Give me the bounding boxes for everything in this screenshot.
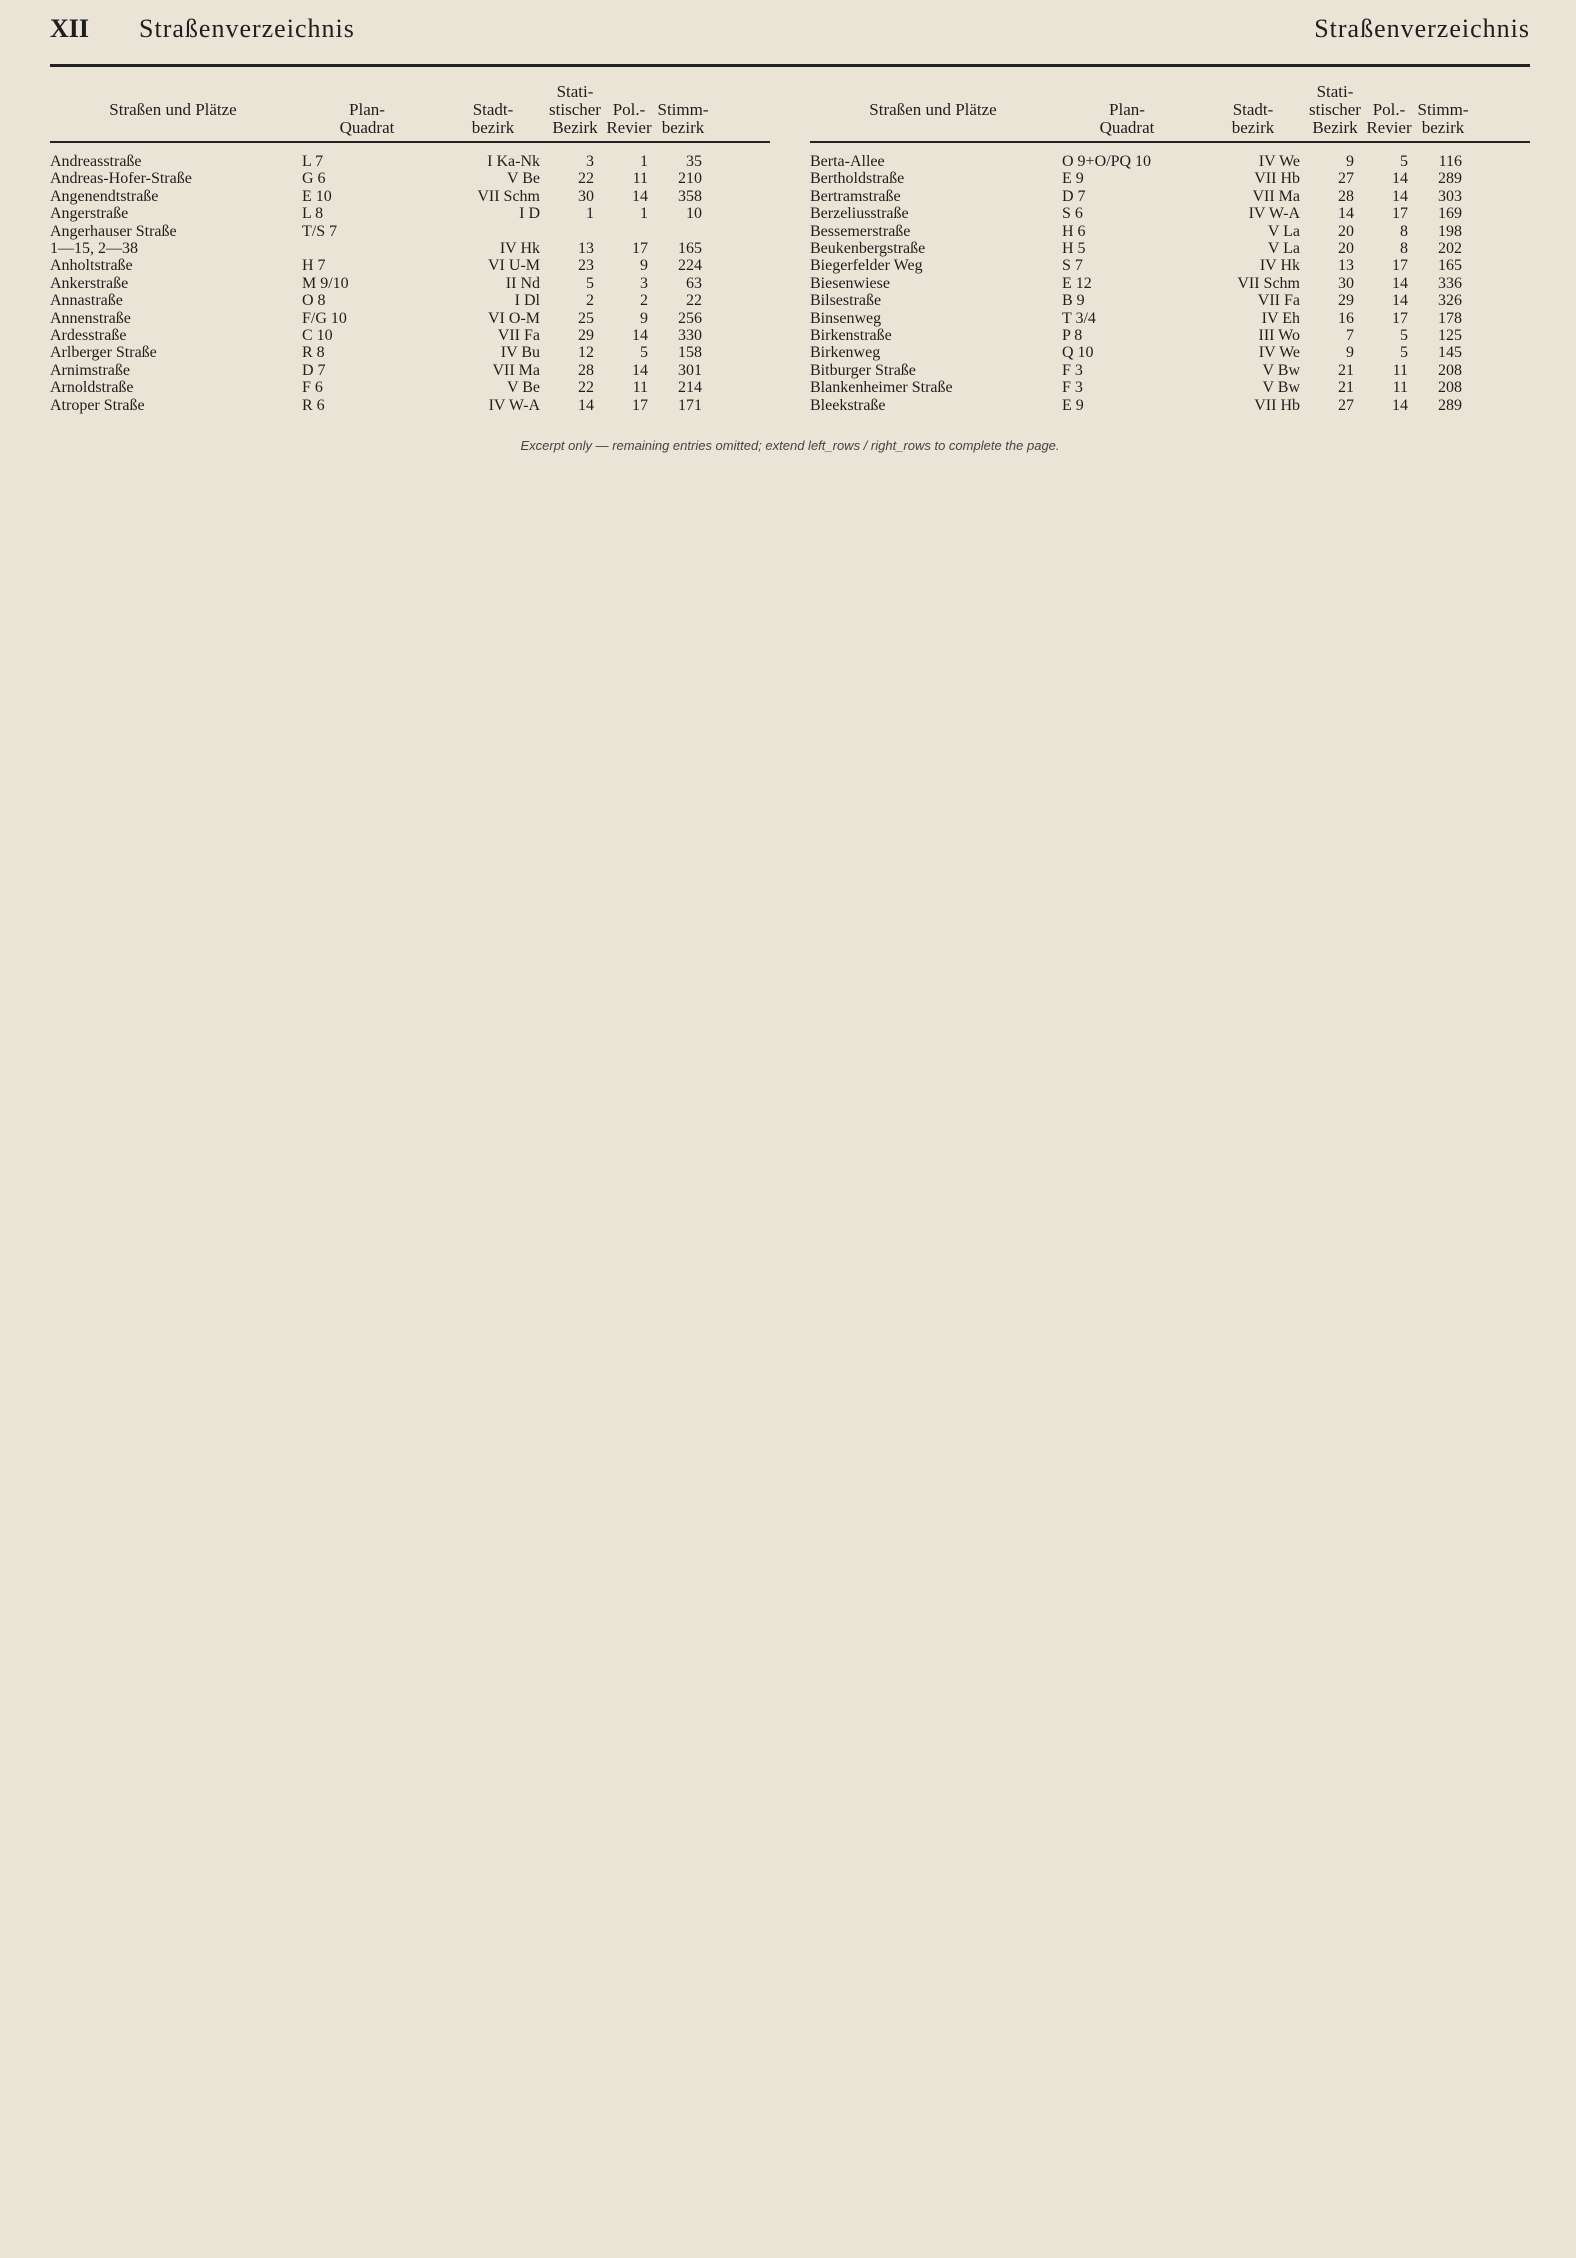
plan-quadrat-cell: B 9: [1062, 292, 1085, 310]
street-name-cell: Andreasstraße: [50, 153, 142, 170]
stadtbezirk-cell: V Bw: [1262, 379, 1300, 397]
page-header: [50, 14, 1530, 60]
header-plan: Plan- Quadrat: [1099, 100, 1155, 137]
stimmbezirk-cell: 145: [1438, 344, 1462, 362]
stimmbezirk-cell: 165: [678, 240, 702, 258]
plan-quadrat-cell: T 3/4: [1062, 309, 1096, 327]
stadtbezirk-cell: IV Bu: [500, 344, 540, 362]
stimmbezirk-cell: 169: [1438, 205, 1462, 223]
street-name-cell: Atroper Straße: [50, 396, 145, 414]
table-row: [50, 327, 770, 344]
stat-bezirk-cell: 20: [1338, 222, 1354, 240]
pol-revier-cell: 17: [632, 396, 648, 414]
street-name-cell: Bitburger Straße: [810, 361, 916, 379]
stadtbezirk-cell: I D: [519, 205, 540, 223]
stat-bezirk-cell: 30: [1338, 274, 1354, 292]
pol-revier-cell: 17: [632, 240, 648, 258]
stat-bezirk-cell: 5: [586, 274, 594, 292]
stadtbezirk-cell: V La: [1267, 240, 1300, 258]
header-stat-bezirk: Stati- stischer Bezirk: [1309, 82, 1361, 137]
stat-bezirk-cell: 29: [578, 327, 594, 345]
stimmbezirk-cell: 303: [1438, 187, 1462, 205]
plan-quadrat-cell: E 9: [1062, 170, 1084, 188]
stadtbezirk-cell: II Nd: [505, 274, 540, 292]
street-name-cell: Arnimstraße: [50, 361, 130, 379]
stimmbezirk-cell: 358: [678, 187, 702, 205]
stadtbezirk-cell: IV W-A: [488, 396, 540, 414]
left-table-body: [50, 153, 770, 414]
stimmbezirk-cell: 35: [686, 153, 702, 170]
stadtbezirk-cell: III Wo: [1258, 327, 1300, 345]
street-name-cell: Bleekstraße: [810, 396, 886, 414]
plan-quadrat-cell: L 8: [302, 205, 324, 223]
plan-quadrat-cell: S 6: [1062, 205, 1083, 223]
stimmbezirk-cell: 224: [678, 257, 702, 275]
pol-revier-cell: 8: [1400, 240, 1408, 258]
stimmbezirk-cell: 10: [686, 205, 702, 223]
stimmbezirk-cell: 171: [678, 396, 702, 414]
street-name-cell: Arlberger Straße: [50, 344, 157, 362]
pol-revier-cell: 5: [1400, 327, 1408, 345]
stimmbezirk-cell: 22: [686, 292, 702, 310]
pol-revier-cell: 8: [1400, 222, 1408, 240]
left-column: [50, 83, 770, 414]
page-number: XII: [50, 14, 90, 43]
stadtbezirk-cell: IV Hk: [1259, 257, 1300, 275]
street-name-cell: Ardesstraße: [50, 327, 127, 345]
pol-revier-cell: 14: [632, 361, 648, 379]
table-row: [810, 379, 1530, 396]
plan-quadrat-cell: D 7: [302, 361, 326, 379]
stimmbezirk-cell: 301: [678, 361, 702, 379]
table-row: [810, 397, 1530, 414]
stadtbezirk-cell: VI U-M: [488, 257, 540, 275]
plan-quadrat-cell: O 8: [302, 292, 326, 310]
table-row: [50, 240, 770, 257]
table-row: [810, 362, 1530, 379]
stat-bezirk-cell: 22: [578, 379, 594, 397]
plan-quadrat-cell: T/S 7: [302, 222, 338, 240]
table-row: [50, 344, 770, 361]
stat-bezirk-cell: 14: [1338, 205, 1354, 223]
stimmbezirk-cell: 326: [1438, 292, 1462, 310]
street-name-cell: Berta-Allee: [810, 153, 885, 170]
stat-bezirk-cell: 21: [1338, 361, 1354, 379]
pol-revier-cell: 3: [640, 274, 648, 292]
plan-quadrat-cell: H 6: [1062, 222, 1086, 240]
stat-bezirk-cell: 28: [1338, 187, 1354, 205]
stat-bezirk-cell: 22: [578, 170, 594, 188]
table-row: [810, 240, 1530, 257]
street-name-cell: Anholtstraße: [50, 257, 133, 275]
plan-quadrat-cell: R 8: [302, 344, 325, 362]
plan-quadrat-cell: F 6: [302, 379, 323, 397]
table-row: [810, 153, 1530, 170]
stat-bezirk-cell: 14: [578, 396, 594, 414]
plan-quadrat-cell: E 9: [1062, 396, 1084, 414]
header-pol-revier: Pol.- Revier: [1366, 100, 1412, 137]
table-row: [50, 153, 770, 170]
street-name-cell: Arnoldstraße: [50, 379, 134, 397]
header-stat-bezirk: Stati- stischer Bezirk: [549, 82, 601, 137]
pol-revier-cell: 11: [1392, 361, 1408, 379]
stimmbezirk-cell: 330: [678, 327, 702, 345]
stadtbezirk-cell: VII Schm: [477, 187, 540, 205]
pol-revier-cell: 1: [640, 205, 648, 223]
stat-bezirk-cell: 25: [578, 309, 594, 327]
table-row: [810, 327, 1530, 344]
stadtbezirk-cell: VII Hb: [1254, 396, 1300, 414]
stimmbezirk-cell: 214: [678, 379, 702, 397]
stat-bezirk-cell: 13: [1338, 257, 1354, 275]
stimmbezirk-cell: 210: [678, 170, 702, 188]
street-name-cell: Ankerstraße: [50, 274, 129, 292]
pol-revier-cell: 5: [1400, 153, 1408, 170]
street-name-cell: Bilsestraße: [810, 292, 882, 310]
running-title-left: Straßenverzeichnis: [139, 14, 355, 43]
stimmbezirk-cell: 208: [1438, 379, 1462, 397]
stimmbezirk-cell: 289: [1438, 170, 1462, 188]
stimmbezirk-cell: 208: [1438, 361, 1462, 379]
stimmbezirk-cell: 158: [678, 344, 702, 362]
stimmbezirk-cell: 202: [1438, 240, 1462, 258]
pol-revier-cell: 14: [632, 327, 648, 345]
table-row: [810, 257, 1530, 274]
street-name-cell: Angenendtstraße: [50, 187, 159, 205]
stadtbezirk-cell: IV Hk: [499, 240, 540, 258]
stadtbezirk-cell: IV We: [1258, 153, 1300, 170]
stimmbezirk-cell: 116: [1438, 153, 1462, 170]
street-name-cell: Andreas-Hofer-Straße: [50, 170, 192, 188]
pol-revier-cell: 9: [640, 309, 648, 327]
stimmbezirk-cell: 125: [1438, 327, 1462, 345]
street-name-cell: Annastraße: [50, 292, 123, 310]
stat-bezirk-cell: 13: [578, 240, 594, 258]
pol-revier-cell: 11: [632, 379, 648, 397]
stadtbezirk-cell: VII Fa: [497, 327, 540, 345]
pol-revier-cell: 17: [1392, 205, 1408, 223]
street-name-cell: Bertholdstraße: [810, 170, 905, 188]
table-row: [50, 310, 770, 327]
pol-revier-cell: 2: [640, 292, 648, 310]
stimmbezirk-cell: 165: [1438, 257, 1462, 275]
right-column: [810, 83, 1530, 414]
stat-bezirk-cell: 28: [578, 361, 594, 379]
plan-quadrat-cell: D 7: [1062, 187, 1086, 205]
pol-revier-cell: 14: [632, 187, 648, 205]
pol-revier-cell: 5: [640, 344, 648, 362]
header-stadtbezirk: Stadt- bezirk: [1231, 100, 1275, 137]
header-streets: Straßen und Plätze: [109, 100, 237, 119]
stadtbezirk-cell: V Be: [506, 379, 540, 397]
plan-quadrat-cell: M 9/10: [302, 274, 349, 292]
pol-revier-cell: 14: [1392, 187, 1408, 205]
header-stadtbezirk: Stadt- bezirk: [471, 100, 515, 137]
street-name-cell: 1—15, 2—38: [50, 240, 138, 258]
pol-revier-cell: 11: [1392, 379, 1408, 397]
excerpt-note: Excerpt only — remaining entries omitted; extend left_rows / right_rows to complete the page.: [520, 438, 1060, 454]
street-name-cell: Bessemerstraße: [810, 222, 911, 240]
plan-quadrat-cell: F 3: [1062, 361, 1083, 379]
table-row: [810, 223, 1530, 240]
stat-bezirk-cell: 3: [586, 153, 594, 170]
plan-quadrat-cell: C 10: [302, 327, 333, 345]
table-row: [50, 362, 770, 379]
stat-bezirk-cell: 16: [1338, 309, 1354, 327]
table-row: [50, 397, 770, 414]
stimmbezirk-cell: 336: [1438, 274, 1462, 292]
pol-revier-cell: 11: [632, 170, 648, 188]
plan-quadrat-cell: H 7: [302, 257, 326, 275]
stimmbezirk-cell: 289: [1438, 396, 1462, 414]
street-name-cell: Birkenweg: [810, 344, 881, 362]
table-row: [50, 292, 770, 309]
header-rule: [50, 64, 1530, 67]
stadtbezirk-cell: VII Fa: [1257, 292, 1300, 310]
header-plan: Plan- Quadrat: [339, 100, 395, 137]
header-stimmbezirk: Stimm- bezirk: [657, 100, 709, 137]
column-headers: [50, 83, 770, 143]
table-row: [50, 170, 770, 187]
street-name-cell: Berzeliusstraße: [810, 205, 909, 223]
header-streets: Straßen und Plätze: [869, 100, 997, 119]
header-stimmbezirk: Stimm- bezirk: [1417, 100, 1469, 137]
running-title-right: Straßenverzeichnis: [1314, 14, 1530, 43]
plan-quadrat-cell: O 9+O/PQ 10: [1062, 153, 1152, 170]
stadtbezirk-cell: IV W-A: [1248, 205, 1300, 223]
pol-revier-cell: 9: [640, 257, 648, 275]
table-row: [810, 170, 1530, 187]
plan-quadrat-cell: Q 10: [1062, 344, 1094, 362]
plan-quadrat-cell: R 6: [302, 396, 325, 414]
stimmbezirk-cell: 63: [686, 274, 702, 292]
table-row: [50, 188, 770, 205]
street-name-cell: Angerhauser Straße: [50, 222, 177, 240]
stat-bezirk-cell: 23: [578, 257, 594, 275]
pol-revier-cell: 14: [1392, 170, 1408, 188]
table-row: [810, 275, 1530, 292]
street-name-cell: Blankenheimer Straße: [810, 379, 953, 397]
plan-quadrat-cell: G 6: [302, 170, 326, 188]
stat-bezirk-cell: 7: [1346, 327, 1354, 345]
street-name-cell: Beukenbergstraße: [810, 240, 926, 258]
plan-quadrat-cell: E 10: [302, 187, 332, 205]
stadtbezirk-cell: V Be: [506, 170, 540, 188]
stadtbezirk-cell: V Bw: [1262, 361, 1300, 379]
pol-revier-cell: 17: [1392, 257, 1408, 275]
stat-bezirk-cell: 1: [586, 205, 594, 223]
stat-bezirk-cell: 9: [1346, 153, 1354, 170]
stadtbezirk-cell: IV Eh: [1261, 309, 1300, 327]
pol-revier-cell: 14: [1392, 274, 1408, 292]
stadtbezirk-cell: VII Ma: [1252, 187, 1300, 205]
stat-bezirk-cell: 9: [1346, 344, 1354, 362]
table-row: [810, 205, 1530, 222]
pol-revier-cell: 14: [1392, 396, 1408, 414]
street-name-cell: Biesenwiese: [810, 274, 890, 292]
table-row: [50, 275, 770, 292]
plan-quadrat-cell: S 7: [1062, 257, 1083, 275]
table-row: [810, 310, 1530, 327]
street-name-cell: Biegerfelder Weg: [810, 257, 923, 275]
stadtbezirk-cell: IV We: [1258, 344, 1300, 362]
stat-bezirk-cell: 12: [578, 344, 594, 362]
column-headers: [810, 83, 1530, 143]
street-name-cell: Binsenweg: [810, 309, 882, 327]
plan-quadrat-cell: E 12: [1062, 274, 1092, 292]
pol-revier-cell: 14: [1392, 292, 1408, 310]
pol-revier-cell: 17: [1392, 309, 1408, 327]
street-name-cell: Bertramstraße: [810, 187, 901, 205]
plan-quadrat-cell: F 3: [1062, 379, 1083, 397]
table-row: [50, 205, 770, 222]
plan-quadrat-cell: L 7: [302, 153, 324, 170]
stat-bezirk-cell: 27: [1338, 396, 1354, 414]
header-pol-revier: Pol.- Revier: [606, 100, 652, 137]
table-row: [50, 223, 770, 240]
table-row: [810, 188, 1530, 205]
stadtbezirk-cell: VII Hb: [1254, 170, 1300, 188]
street-name-cell: Birkenstraße: [810, 327, 892, 345]
stat-bezirk-cell: 21: [1338, 379, 1354, 397]
stadtbezirk-cell: VII Ma: [492, 361, 540, 379]
plan-quadrat-cell: H 5: [1062, 240, 1086, 258]
plan-quadrat-cell: P 8: [1062, 327, 1083, 345]
stat-bezirk-cell: 29: [1338, 292, 1354, 310]
pol-revier-cell: 1: [640, 153, 648, 170]
street-name-cell: Annenstraße: [50, 309, 131, 327]
plan-quadrat-cell: F/G 10: [302, 309, 347, 327]
table-row: [810, 344, 1530, 361]
pol-revier-cell: 5: [1400, 344, 1408, 362]
stimmbezirk-cell: 178: [1438, 309, 1462, 327]
stadtbezirk-cell: VII Schm: [1237, 274, 1300, 292]
table-row: [810, 292, 1530, 309]
table-row: [50, 379, 770, 396]
stadtbezirk-cell: V La: [1267, 222, 1300, 240]
street-name-cell: Angerstraße: [50, 205, 129, 223]
stadtbezirk-cell: I Ka-Nk: [487, 153, 540, 170]
stat-bezirk-cell: 27: [1338, 170, 1354, 188]
stadtbezirk-cell: VI O-M: [488, 309, 540, 327]
right-table-body: [810, 153, 1530, 414]
stimmbezirk-cell: 198: [1438, 222, 1462, 240]
stadtbezirk-cell: I Dl: [514, 292, 540, 310]
stimmbezirk-cell: 256: [678, 309, 702, 327]
stat-bezirk-cell: 2: [586, 292, 594, 310]
stat-bezirk-cell: 20: [1338, 240, 1354, 258]
table-row: [50, 257, 770, 274]
stat-bezirk-cell: 30: [578, 187, 594, 205]
